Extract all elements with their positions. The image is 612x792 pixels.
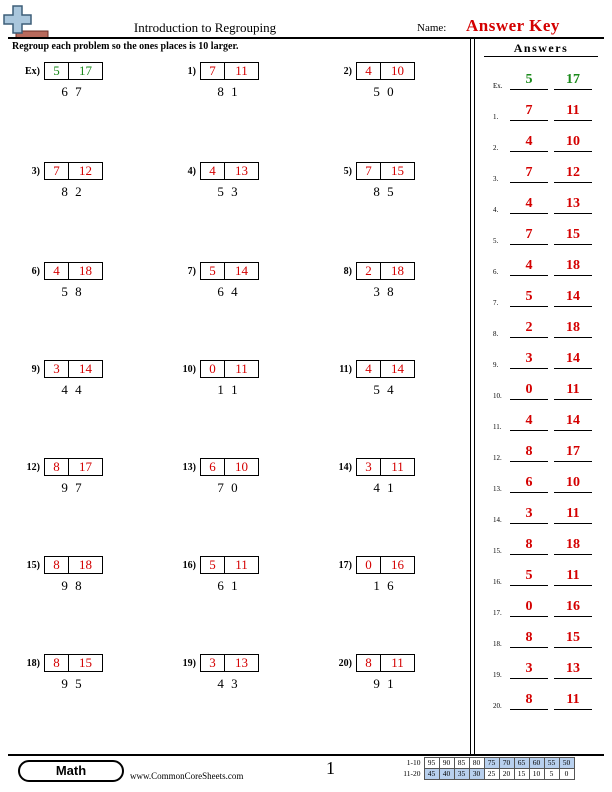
regroup-box bbox=[200, 654, 259, 672]
tens-cell: 4 bbox=[45, 263, 69, 279]
tens-cell: 0 bbox=[201, 361, 225, 377]
answer-ones: 11 bbox=[566, 506, 580, 521]
answer-row bbox=[493, 597, 605, 617]
problem-number: Ex) bbox=[25, 66, 40, 77]
problem bbox=[168, 162, 288, 202]
answers-heading: Answers bbox=[513, 41, 569, 55]
answer-row bbox=[493, 535, 605, 555]
answer-underline bbox=[554, 523, 592, 524]
instructions: Regroup each problem so the ones places is 10 larger. bbox=[12, 41, 239, 52]
ones-cell: 11 bbox=[235, 361, 248, 376]
problem-number: 2) bbox=[343, 66, 352, 77]
tens-cell: 4 bbox=[357, 361, 381, 377]
answer-underline bbox=[510, 554, 548, 555]
original-number: 5 3 bbox=[217, 184, 240, 199]
problem-number: 1) bbox=[187, 66, 196, 77]
original-number: 5 0 bbox=[373, 84, 396, 99]
answer-tens: 5 bbox=[525, 289, 533, 304]
answer-ones: 12 bbox=[566, 165, 580, 180]
answer-ones: 14 bbox=[566, 413, 580, 428]
answer-row bbox=[493, 566, 605, 586]
tens-cell: 8 bbox=[45, 557, 69, 573]
answer-tens: 5 bbox=[525, 72, 533, 87]
problem-number: 18) bbox=[26, 658, 40, 669]
ones-cell: 15 bbox=[79, 655, 92, 670]
tens-cell: 8 bbox=[357, 655, 381, 671]
answer-underline bbox=[510, 182, 548, 183]
answer-ones: 18 bbox=[566, 537, 580, 552]
answer-ones: 13 bbox=[566, 661, 580, 676]
answer-tens: 2 bbox=[525, 320, 533, 335]
answer-underline bbox=[510, 461, 548, 462]
tens-cell: 0 bbox=[357, 557, 381, 573]
answer-label: 13. bbox=[493, 485, 502, 493]
answer-underline bbox=[510, 616, 548, 617]
answer-tens: 0 bbox=[525, 382, 533, 397]
answer-underline bbox=[554, 213, 592, 214]
answer-ones: 18 bbox=[566, 258, 580, 273]
ones-cell: 17 bbox=[79, 63, 92, 78]
answer-underline bbox=[554, 151, 592, 152]
problem-number: 12) bbox=[26, 462, 40, 473]
answer-underline bbox=[554, 182, 592, 183]
answer-ones: 10 bbox=[566, 134, 580, 149]
ones-cell: 13 bbox=[235, 163, 248, 178]
answer-label: 20. bbox=[493, 702, 502, 710]
answer-label: 18. bbox=[493, 640, 502, 648]
original-number: 4 1 bbox=[373, 480, 396, 495]
ones-cell: 14 bbox=[79, 361, 92, 376]
answer-tens: 5 bbox=[525, 568, 533, 583]
score-cell: 70 bbox=[499, 758, 514, 769]
problem bbox=[324, 556, 444, 596]
site-url: www.CommonCoreSheets.com bbox=[130, 771, 244, 781]
answer-label: 12. bbox=[493, 454, 502, 462]
problem bbox=[12, 360, 132, 400]
tens-cell: 4 bbox=[357, 63, 381, 79]
answer-underline bbox=[554, 616, 592, 617]
original-number: 9 8 bbox=[61, 578, 84, 593]
ones-cell: 11 bbox=[391, 655, 404, 670]
answer-underline bbox=[554, 275, 592, 276]
tens-cell: 5 bbox=[45, 63, 69, 79]
answer-tens: 8 bbox=[525, 630, 533, 645]
ones-cell: 11 bbox=[235, 557, 248, 572]
tens-cell: 8 bbox=[45, 459, 69, 475]
regroup-box bbox=[356, 458, 415, 476]
score-cell: 80 bbox=[469, 758, 484, 769]
problem-number: 9) bbox=[31, 364, 40, 375]
regroup-box bbox=[44, 458, 103, 476]
tens-cell: 7 bbox=[45, 163, 69, 179]
score-cell: 30 bbox=[469, 769, 484, 780]
regroup-box bbox=[356, 162, 415, 180]
answer-label: 5. bbox=[493, 237, 499, 245]
regroup-box bbox=[44, 360, 103, 378]
ones-cell: 14 bbox=[235, 263, 248, 278]
answer-label: 7. bbox=[493, 299, 499, 307]
answer-tens: 4 bbox=[525, 258, 533, 273]
score-cell: 95 bbox=[424, 758, 439, 769]
answer-tens: 0 bbox=[525, 599, 533, 614]
answer-ones: 17 bbox=[566, 72, 580, 87]
score-cell: 90 bbox=[439, 758, 454, 769]
problem bbox=[324, 62, 444, 102]
problem bbox=[324, 162, 444, 202]
original-number: 9 5 bbox=[61, 676, 84, 691]
answer-underline bbox=[510, 120, 548, 121]
problem-number: 5) bbox=[343, 166, 352, 177]
score-cell: 55 bbox=[544, 758, 559, 769]
problem bbox=[12, 654, 132, 694]
regroup-box bbox=[44, 162, 103, 180]
answer-ones: 14 bbox=[566, 289, 580, 304]
answer-tens: 8 bbox=[525, 537, 533, 552]
answer-tens: 7 bbox=[525, 165, 533, 180]
original-number: 4 3 bbox=[217, 676, 240, 691]
answer-underline bbox=[554, 368, 592, 369]
answer-tens: 4 bbox=[525, 196, 533, 211]
score-table bbox=[396, 757, 575, 780]
answer-ones: 10 bbox=[566, 475, 580, 490]
score-row-label: 11-20 bbox=[403, 769, 421, 778]
answer-underline bbox=[554, 647, 592, 648]
answer-label: 9. bbox=[493, 361, 499, 369]
problem bbox=[12, 162, 132, 202]
divider-right bbox=[474, 37, 475, 754]
answer-underline bbox=[510, 89, 548, 90]
problem bbox=[168, 62, 288, 102]
regroup-box bbox=[44, 62, 103, 80]
original-number: 8 2 bbox=[61, 184, 84, 199]
answer-underline bbox=[554, 430, 592, 431]
problem-number: 17) bbox=[338, 560, 352, 571]
answer-underline bbox=[510, 678, 548, 679]
ones-cell: 14 bbox=[391, 361, 404, 376]
ones-cell: 13 bbox=[235, 655, 248, 670]
problem-number: 15) bbox=[26, 560, 40, 571]
original-number: 8 1 bbox=[217, 84, 240, 99]
problem bbox=[168, 458, 288, 498]
answer-underline bbox=[510, 492, 548, 493]
answer-row bbox=[493, 287, 605, 307]
ones-cell: 12 bbox=[79, 163, 92, 178]
score-cell: 25 bbox=[484, 769, 499, 780]
regroup-box bbox=[200, 360, 259, 378]
answer-row bbox=[493, 411, 605, 431]
answer-ones: 18 bbox=[566, 320, 580, 335]
regroup-box bbox=[200, 458, 259, 476]
answer-underline bbox=[510, 647, 548, 648]
ones-cell: 11 bbox=[391, 459, 404, 474]
name-label: Name: bbox=[417, 22, 447, 34]
problem-number: 4) bbox=[187, 166, 196, 177]
answer-row bbox=[493, 659, 605, 679]
answer-tens: 3 bbox=[525, 506, 533, 521]
answer-ones: 14 bbox=[566, 351, 580, 366]
answer-underline bbox=[554, 461, 592, 462]
answer-tens: 7 bbox=[525, 103, 533, 118]
answer-label: 15. bbox=[493, 547, 502, 555]
answer-underline bbox=[554, 244, 592, 245]
ones-cell: 11 bbox=[235, 63, 248, 78]
answer-underline bbox=[510, 244, 548, 245]
answer-tens: 8 bbox=[525, 444, 533, 459]
tens-cell: 5 bbox=[201, 263, 225, 279]
answer-underline bbox=[510, 213, 548, 214]
original-number: 8 5 bbox=[373, 184, 396, 199]
answer-ones: 15 bbox=[566, 227, 580, 242]
footer-rule bbox=[8, 754, 604, 756]
problem bbox=[324, 654, 444, 694]
regroup-box bbox=[200, 162, 259, 180]
score-cell: 15 bbox=[514, 769, 529, 780]
regroup-box bbox=[200, 262, 259, 280]
answer-label: 11. bbox=[493, 423, 502, 431]
tens-cell: 7 bbox=[201, 63, 225, 79]
answer-underline bbox=[554, 492, 592, 493]
answer-tens: 3 bbox=[525, 661, 533, 676]
answer-key-label: Answer Key bbox=[466, 16, 560, 35]
original-number: 1 6 bbox=[373, 578, 396, 593]
answer-underline bbox=[554, 678, 592, 679]
answer-ones: 17 bbox=[566, 444, 580, 459]
tens-cell: 4 bbox=[201, 163, 225, 179]
regroup-box bbox=[200, 556, 259, 574]
tens-cell: 3 bbox=[357, 459, 381, 475]
original-number: 9 7 bbox=[61, 480, 84, 495]
example-problem bbox=[12, 62, 132, 102]
answer-row bbox=[493, 504, 605, 524]
problem bbox=[12, 556, 132, 596]
problem-number: 20) bbox=[338, 658, 352, 669]
problem-number: 3) bbox=[31, 166, 40, 177]
answer-row bbox=[493, 473, 605, 493]
answer-label: 8. bbox=[493, 330, 499, 338]
answer-underline bbox=[554, 709, 592, 710]
problem-number: 11) bbox=[339, 364, 352, 375]
answer-underline bbox=[554, 399, 592, 400]
problem-number: 8) bbox=[343, 266, 352, 277]
tens-cell: 6 bbox=[201, 459, 225, 475]
answer-row bbox=[493, 349, 605, 369]
score-row-label: 1-10 bbox=[406, 758, 421, 767]
problem-number: 19) bbox=[182, 658, 196, 669]
header-rule bbox=[8, 37, 604, 39]
regroup-box bbox=[44, 262, 103, 280]
tens-cell: 8 bbox=[45, 655, 69, 671]
tens-cell: 3 bbox=[201, 655, 225, 671]
answer-label: 4. bbox=[493, 206, 499, 214]
answer-label: Ex. bbox=[493, 82, 503, 90]
answer-label: 14. bbox=[493, 516, 502, 524]
answer-label: 6. bbox=[493, 268, 499, 276]
answer-underline bbox=[510, 430, 548, 431]
original-number: 9 1 bbox=[373, 676, 396, 691]
answer-tens: 6 bbox=[525, 475, 533, 490]
score-cell: 10 bbox=[529, 769, 544, 780]
score-row bbox=[396, 769, 574, 780]
original-number: 6 4 bbox=[217, 284, 240, 299]
score-cell: 60 bbox=[529, 758, 544, 769]
answer-label: 16. bbox=[493, 578, 502, 586]
original-number: 7 0 bbox=[217, 480, 240, 495]
problem bbox=[168, 262, 288, 302]
math-badge: Math bbox=[18, 760, 124, 782]
answer-underline bbox=[510, 709, 548, 710]
answer-row bbox=[493, 256, 605, 276]
answer-underline bbox=[510, 585, 548, 586]
score-cell: 40 bbox=[439, 769, 454, 780]
regroup-box bbox=[44, 654, 103, 672]
answer-row-example bbox=[493, 70, 605, 90]
answer-ones: 15 bbox=[566, 630, 580, 645]
regroup-box bbox=[356, 262, 415, 280]
answer-underline bbox=[554, 554, 592, 555]
answer-ones: 11 bbox=[566, 103, 580, 118]
problem-number: 6) bbox=[31, 266, 40, 277]
score-row bbox=[396, 758, 574, 769]
problem bbox=[168, 654, 288, 694]
answer-underline bbox=[510, 337, 548, 338]
ones-cell: 18 bbox=[79, 557, 92, 572]
score-cell: 75 bbox=[484, 758, 499, 769]
answer-underline bbox=[554, 585, 592, 586]
answer-label: 3. bbox=[493, 175, 499, 183]
problem-number: 13) bbox=[182, 462, 196, 473]
problem bbox=[168, 556, 288, 596]
score-cell: 85 bbox=[454, 758, 469, 769]
ones-cell: 18 bbox=[79, 263, 92, 278]
answer-row bbox=[493, 442, 605, 462]
original-number: 1 1 bbox=[217, 382, 240, 397]
answer-row bbox=[493, 101, 605, 121]
answer-underline bbox=[510, 151, 548, 152]
answer-row bbox=[493, 628, 605, 648]
answer-row bbox=[493, 163, 605, 183]
original-number: 6 7 bbox=[61, 84, 84, 99]
regroup-box bbox=[44, 556, 103, 574]
ones-cell: 18 bbox=[391, 263, 404, 278]
ones-cell: 10 bbox=[391, 63, 404, 78]
problem bbox=[324, 458, 444, 498]
problem-number: 7) bbox=[187, 266, 196, 277]
ones-cell: 15 bbox=[391, 163, 404, 178]
answer-ones: 16 bbox=[566, 599, 580, 614]
answer-row bbox=[493, 132, 605, 152]
answers-heading-rule bbox=[484, 56, 598, 57]
page-number: 1 bbox=[326, 758, 335, 778]
tens-cell: 5 bbox=[201, 557, 225, 573]
problem-number: 14) bbox=[338, 462, 352, 473]
original-number: 6 1 bbox=[217, 578, 240, 593]
answer-ones: 11 bbox=[566, 382, 580, 397]
ones-cell: 16 bbox=[391, 557, 404, 572]
problem-number: 16) bbox=[182, 560, 196, 571]
answer-underline bbox=[554, 337, 592, 338]
answer-underline bbox=[510, 275, 548, 276]
answer-underline bbox=[510, 306, 548, 307]
answer-underline bbox=[510, 523, 548, 524]
problem bbox=[12, 458, 132, 498]
problem bbox=[324, 262, 444, 302]
regroup-box bbox=[356, 360, 415, 378]
problem bbox=[324, 360, 444, 400]
ones-cell: 10 bbox=[235, 459, 248, 474]
answer-ones: 11 bbox=[566, 568, 580, 583]
score-cell: 45 bbox=[424, 769, 439, 780]
original-number: 3 8 bbox=[373, 284, 396, 299]
answer-label: 10. bbox=[493, 392, 502, 400]
problem-number: 10) bbox=[182, 364, 196, 375]
regroup-box bbox=[356, 556, 415, 574]
answer-underline bbox=[510, 399, 548, 400]
page-title: Introduction to Regrouping bbox=[133, 20, 277, 35]
answer-row bbox=[493, 380, 605, 400]
score-cell: 0 bbox=[559, 769, 574, 780]
answer-tens: 8 bbox=[525, 692, 533, 707]
tens-cell: 2 bbox=[357, 263, 381, 279]
tens-cell: 7 bbox=[357, 163, 381, 179]
answer-tens: 4 bbox=[525, 134, 533, 149]
answer-row bbox=[493, 225, 605, 245]
original-number: 5 8 bbox=[61, 284, 84, 299]
score-cell: 35 bbox=[454, 769, 469, 780]
answer-underline bbox=[554, 89, 592, 90]
answer-tens: 4 bbox=[525, 413, 533, 428]
answer-row bbox=[493, 690, 605, 710]
regroup-box bbox=[356, 62, 415, 80]
answer-underline bbox=[510, 368, 548, 369]
score-cell: 5 bbox=[544, 769, 559, 780]
answer-underline bbox=[554, 306, 592, 307]
problem bbox=[168, 360, 288, 400]
problem bbox=[12, 262, 132, 302]
answer-label: 2. bbox=[493, 144, 499, 152]
answer-row bbox=[493, 194, 605, 214]
ones-cell: 17 bbox=[79, 459, 92, 474]
answer-tens: 7 bbox=[525, 227, 533, 242]
answer-label: 19. bbox=[493, 671, 502, 679]
answer-underline bbox=[554, 120, 592, 121]
regroup-box bbox=[200, 62, 259, 80]
tens-cell: 3 bbox=[45, 361, 69, 377]
answer-label: 1. bbox=[493, 113, 499, 121]
answer-row bbox=[493, 318, 605, 338]
answer-ones: 11 bbox=[566, 692, 580, 707]
divider-left bbox=[470, 37, 471, 754]
score-cell: 65 bbox=[514, 758, 529, 769]
score-cell: 50 bbox=[559, 758, 574, 769]
original-number: 5 4 bbox=[373, 382, 396, 397]
answer-tens: 3 bbox=[525, 351, 533, 366]
score-cell: 20 bbox=[499, 769, 514, 780]
answer-label: 17. bbox=[493, 609, 502, 617]
answer-ones: 13 bbox=[566, 196, 580, 211]
regroup-box bbox=[356, 654, 415, 672]
original-number: 4 4 bbox=[61, 382, 84, 397]
